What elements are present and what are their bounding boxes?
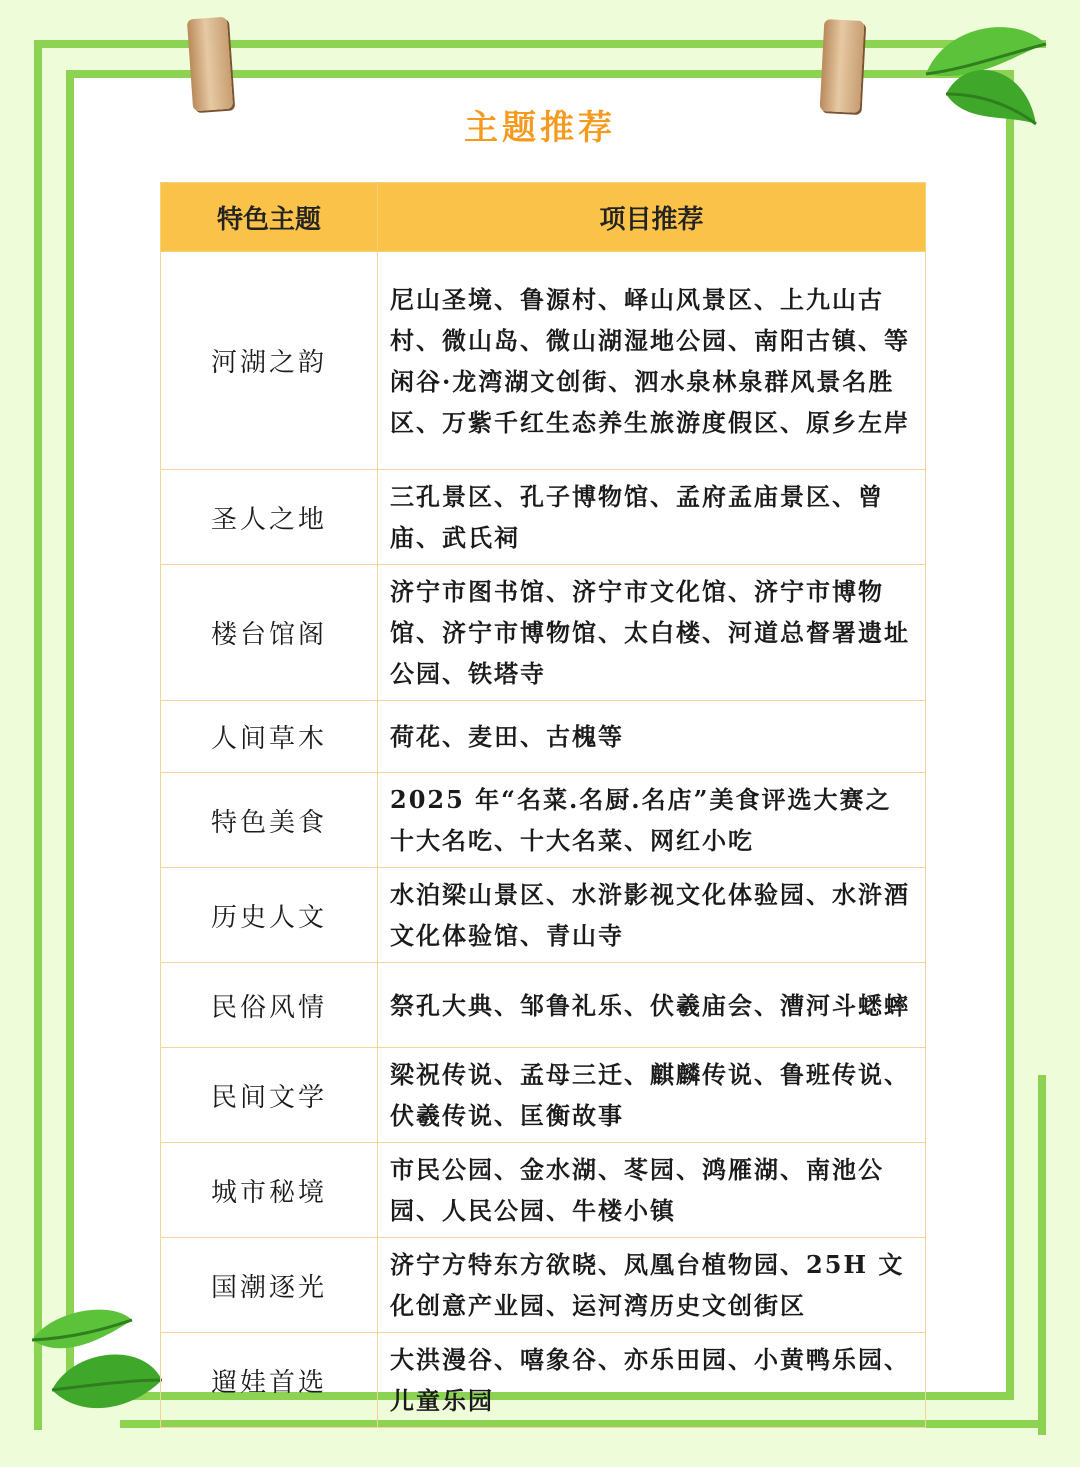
items-cell: 市民公园、金水湖、苳园、鸿雁湖、南池公园、人民公园、牛楼小镇 [378,1143,926,1238]
theme-cell: 人间草木 [161,701,378,773]
header-items: 项目推荐 [378,183,926,252]
items-cell: 2025 年“名菜.名厨.名店”美食评选大赛之十大名吃、十大名菜、网红小吃 [378,773,926,868]
table-row [161,252,926,470]
theme-cell: 遛娃首选 [161,1333,378,1428]
page-title: 主题推荐 [464,108,616,148]
theme-cell: 国潮逐光 [161,1238,378,1333]
theme-cell: 民俗风情 [161,963,378,1048]
theme-cell: 河湖之韵 [161,252,378,470]
table-header-row [161,183,926,252]
table-row [161,1048,926,1143]
items-cell: 济宁方特东方欲晓、凤凰台植物园、25H 文化创意产业园、运河湾历史文创街区 [378,1238,926,1333]
outer-frame-right [1038,1075,1046,1435]
table-row [161,1333,926,1428]
items-cell: 梁祝传说、孟母三迁、麒麟传说、鲁班传说、伏羲传说、匡衡故事 [378,1048,926,1143]
items-cell: 三孔景区、孔子博物馆、孟府孟庙景区、曾庙、武氏祠 [378,470,926,565]
theme-cell: 城市秘境 [161,1143,378,1238]
table-row [161,565,926,701]
items-cell: 祭孔大典、邹鲁礼乐、伏羲庙会、漕河斗蟋蟀 [378,963,926,1048]
items-cell: 济宁市图书馆、济宁市文化馆、济宁市博物馆、济宁市博物馆、太白楼、河道总督署遗址公园、铁塔寺 [378,565,926,701]
leaf-icon [22,1300,172,1440]
table-row [161,868,926,963]
items-cell: 尼山圣境、鲁源村、峄山风景区、上九山古村、微山岛、微山湖湿地公园、南阳古镇、等闲谷·龙湾湖文创街、泗水泉林泉群风景名胜区、万紫千红生态养生旅游度假区、原乡左岸 [378,252,926,470]
theme-cell: 圣人之地 [161,470,378,565]
header-theme: 特色主题 [161,183,378,252]
wooden-clip-icon [187,17,233,112]
theme-table [160,182,926,1428]
items-cell: 水泊梁山景区、水浒影视文化体验园、水浒酒文化体验馆、青山寺 [378,868,926,963]
table-row [161,701,926,773]
table-row [161,963,926,1048]
theme-cell: 特色美食 [161,773,378,868]
table-row [161,773,926,868]
theme-cell: 楼台馆阁 [161,565,378,701]
table-row [161,1238,926,1333]
wooden-clip-icon [820,19,865,113]
table-row [161,470,926,565]
theme-cell: 民间文学 [161,1048,378,1143]
items-cell: 大洪漫谷、嘻象谷、亦乐田园、小黄鸭乐园、儿童乐园 [378,1333,926,1428]
table-row [161,1143,926,1238]
items-cell: 荷花、麦田、古槐等 [378,701,926,773]
theme-cell: 历史人文 [161,868,378,963]
